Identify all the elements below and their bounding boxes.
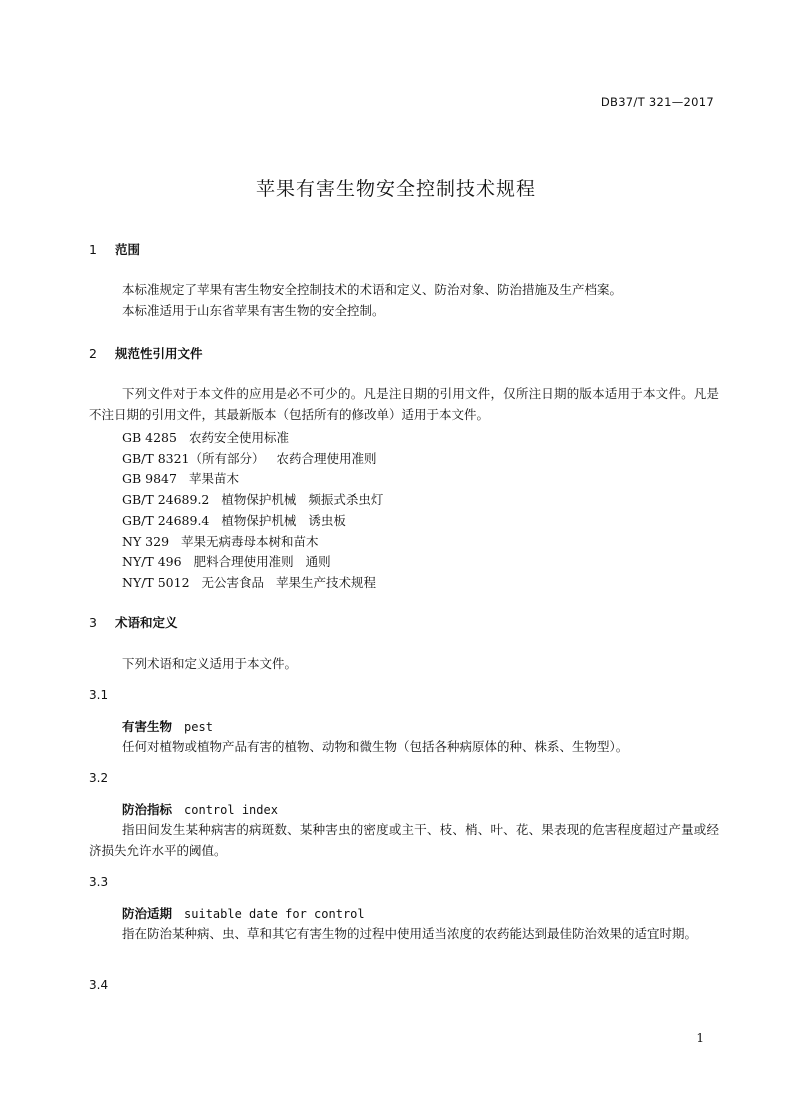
section-2-heading [89,344,203,362]
reference-item [122,532,319,550]
term-zh: 防治适期 [122,906,173,921]
page-number: 1 [696,1031,704,1045]
paragraph: 本标准规定了苹果有害生物安全控制技术的术语和定义、防治对象、防治措施及生产档案。 [122,282,623,297]
reference-title: 苹果苗木 [188,471,239,486]
term-zh: 防治指标 [122,802,173,817]
section-number: 3 [89,615,97,630]
reference-code: GB/T 8321（所有部分） [122,451,265,466]
reference-part: 肥料合理使用准则 [193,554,294,569]
reference-code: GB/T 24689.2 [122,492,210,507]
term-zh: 有害生物 [122,719,173,734]
reference-code: NY/T 5012 [122,575,190,590]
reference-title: 通则 [305,554,331,569]
section-number: 1 [89,242,97,257]
paragraph: 下列文件对于本文件的应用是必不可少的。凡是注日期的引用文件，仅所注日期的版本适用于本文件。凡是不注日期的引用文件，其最新版本（包括所有的修改单）适用于本文件。 [89,386,719,422]
reference-title: 苹果生产技术规程 [276,575,377,590]
reference-code: NY 329 [122,534,170,549]
reference-title: 农药安全使用标准 [188,430,289,445]
reference-title: 诱虫板 [308,513,346,528]
term-number: 3.4 [89,978,109,992]
reference-item [122,573,376,591]
section-title: 范围 [115,242,141,257]
term-heading [122,904,365,922]
reference-code: GB 4285 [122,430,177,445]
section-1-heading [89,240,140,258]
reference-title: 农药合理使用准则 [276,451,377,466]
term-definition: 指在防治某种病、虫、草和其它有害生物的过程中使用适当浓度的农药能达到最佳防治效果的适宜时期。 [122,926,698,941]
reference-item [122,428,289,446]
term-en: pest [184,720,213,734]
section-title: 规范性引用文件 [115,346,203,361]
reference-part: 植物保护机械 [221,492,297,507]
reference-part: 植物保护机械 [221,513,297,528]
term-definition: 任何对植物或植物产品有害的植物、动物和微生物（包括各种病原体的种、株系、生物型）。 [122,739,629,754]
reference-code: NY/T 496 [122,554,182,569]
term-en: suitable date for control [184,907,365,921]
term-heading [122,717,213,735]
reference-code: GB/T 24689.4 [122,513,210,528]
standard-code: DB37/T 321—2017 [600,95,714,109]
section-number: 2 [89,346,97,361]
term-definition: 指田间发生某种病害的病斑数、某种害虫的密度或主干、枝、梢、叶、花、果表现的危害程度超过产量或经济损失允许水平的阈值。 [89,822,719,858]
paragraph: 本标准适用于山东省苹果有害生物的安全控制。 [122,303,385,318]
section-3-heading [89,613,178,631]
reference-part: 无公害食品 [201,575,265,590]
term-number: 3.2 [89,771,109,785]
reference-item [122,552,331,570]
reference-title: 苹果无病毒母本树和苗木 [181,534,319,549]
reference-code: GB 9847 [122,471,177,486]
reference-title: 频振式杀虫灯 [308,492,384,507]
paragraph: 下列术语和定义适用于本文件。 [122,656,298,671]
reference-item [122,490,383,508]
term-number: 3.3 [89,875,109,889]
term-number: 3.1 [89,688,109,702]
term-heading [122,800,278,818]
section-title: 术语和定义 [115,615,178,630]
document-title: 苹果有害生物安全控制技术规程 [255,178,536,200]
reference-item [122,449,377,467]
reference-item [122,511,346,529]
term-en: control index [184,803,278,817]
reference-item [122,469,239,487]
